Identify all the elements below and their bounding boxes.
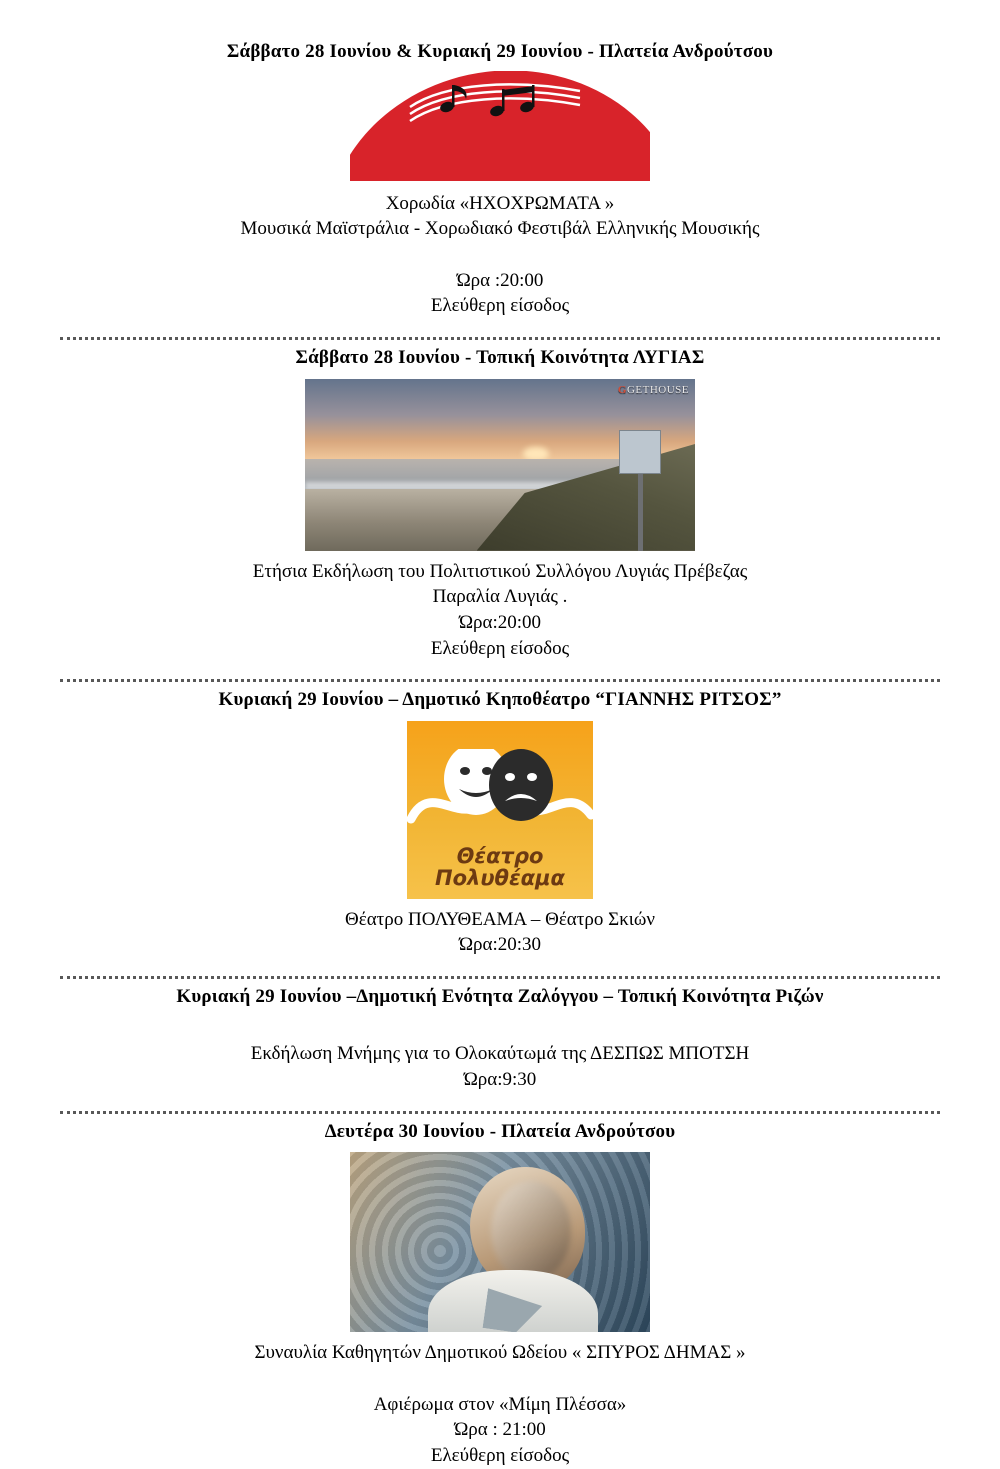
section-time: Ώρα : 21:00 [454,1419,546,1441]
section-divider [60,669,940,682]
section-spacer [60,1016,940,1042]
section-line: Ετήσια Εκδήλωση του Πολιτιστικού Συλλόγου Λυγιάς Πρέβεζας [252,560,748,582]
section-line: Παραλία Λυγιάς . [432,586,568,608]
photo-watermark: GGETHOUSE [617,383,689,396]
section-divider [60,1101,940,1114]
section-divider [60,327,940,340]
section-divider [60,966,940,979]
theatre-logo-line2: Πολυθέαμα [435,865,565,890]
section-line: Εκδήλωση Μνήμης για το Ολοκαύτωμά της ΔΕΣΠΩΣ ΜΠΟΤΣΗ [250,1043,750,1065]
section-line: Μουσικά Μαϊστράλια - Χορωδιακό Φεστιβάλ Ελληνικής Μουσικής [240,218,760,240]
event-section-odeio [60,1120,940,1469]
section-time: Ώρα:20:00 [458,611,542,633]
section-title: Κυριακή 29 Ιουνίου – Δημοτικό Κηποθέατρο “ΓΙΑΝΝΗΣ ΡΙΤΣΟΣ” [218,689,782,711]
event-section-lygia [60,346,940,661]
section-title: Δευτέρα 30 Ιουνίου - Πλατεία Ανδρούτσου [324,1120,676,1142]
section-title: Κυριακή 29 Ιουνίου –Δημοτική Ενότητα Ζαλόγγου – Τοπική Κοινότητα Ριζών [176,986,824,1008]
theatre-logo-line1: Θέατρο [456,843,544,868]
beach-sunset-photo [305,379,695,551]
section-admission: Ελεύθερη είσοδος [430,637,570,659]
section-line: Χορωδία «ΗΧΟΧΡΩΜΑΤΑ » [385,192,615,214]
beach-sign [619,430,661,474]
event-section-ritsos [60,688,940,958]
section-spacer [60,1366,940,1392]
section-time: Ώρα:20:30 [458,934,542,956]
theatre-masks-icon [407,749,593,849]
section-title: Σάββατο 28 Ιουνίου & Κυριακή 29 Ιουνίου - Πλατεία Ανδρούτσου [226,41,774,62]
section-title: Σάββατο 28 Ιουνίου - Τοπική Κοινότητα ΛΥΓΙΑΣ [295,346,705,368]
music-notes-icon [405,77,595,137]
section-admission: Ελεύθερη είσοδος [430,1444,570,1466]
event-section-rizon [60,985,940,1093]
event-section-horodia [60,40,940,319]
section-time: Ώρα:9:30 [463,1069,537,1091]
section-line: Αφιέρωμα στον «Μίμη Πλέσσα» [373,1393,627,1415]
theatre-logo-text [407,845,593,889]
section-spacer [60,242,940,268]
rainbow-music-logo [350,71,650,181]
section-line: Θέατρο ΠΟΛΥΘΕΑΜΑ – Θέατρο Σκιών [345,908,655,930]
section-admission: Ελεύθερη είσοδος [430,295,570,317]
portrait-face-shading [491,1181,571,1281]
portrait-photo [350,1152,650,1332]
section-time: Ώρα :20:00 [456,269,544,291]
section-line: Συναυλία Καθηγητών Δημοτικού Ωδείου « ΣΠΥΡΟΣ ΔΗΜΑΣ » [254,1342,746,1364]
theatre-masks-logo [407,721,593,899]
